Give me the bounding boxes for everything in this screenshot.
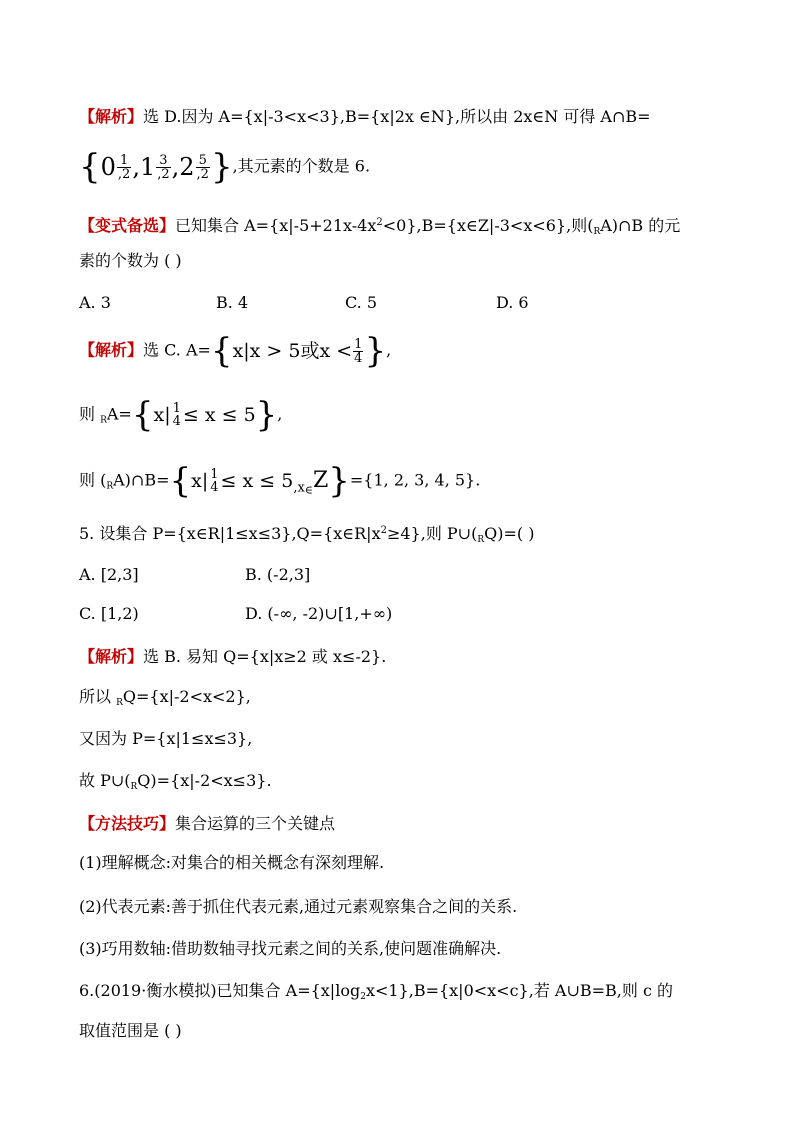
variant-text-c: A)∩B 的元 (600, 216, 681, 235)
solution-step-1 (79, 686, 251, 714)
element-0: 0 (100, 153, 116, 181)
option-b: B. 4 (216, 293, 249, 312)
step-text: 又因为 P={x|1≤x≤3}, (79, 729, 253, 748)
tip-text: (2)代表元素:善于抓住代表元素,通过元素观察集合之间的关系. (79, 897, 518, 916)
question-text: 取值范围是 ( ) (79, 1021, 182, 1040)
solution-step-2 (79, 728, 252, 750)
question-6-cont (79, 1020, 182, 1042)
so-text: 所以 (79, 687, 117, 706)
complement-line (79, 395, 283, 438)
option-c: C. [1,2) (79, 604, 139, 623)
superscript: 2 (380, 525, 387, 536)
set-var: x| (153, 404, 171, 426)
superscript: 2 (376, 217, 383, 228)
left-brace: { (79, 147, 101, 187)
set-var: x| (191, 470, 209, 492)
q5-text-c: Q)=( ) (484, 524, 535, 543)
hence-text: 故 P∪( (79, 771, 131, 790)
q6-text-a: 6.(2019·衡水模拟)已知集合 A={x|log (79, 981, 361, 1000)
subscript: R (100, 415, 107, 426)
option-b: B. (-2,3] (245, 565, 311, 584)
element-2: ,2 (171, 153, 195, 181)
comma: , (386, 340, 392, 360)
then-text: 则 (79, 404, 101, 424)
right-brace: } (210, 147, 233, 187)
solution-tag: 【解析】 (79, 647, 144, 666)
subscript: R (106, 481, 114, 492)
intersection-a: A)∩B= (113, 470, 170, 490)
fraction-1-4: $\frac{1}{4}$ (354, 336, 363, 366)
element-of: ∈ (304, 483, 313, 497)
left-brace: { (169, 461, 192, 501)
element-1: ,1 (132, 153, 156, 181)
tip-1 (79, 852, 384, 874)
set-condition: x|x > 5或x < (232, 340, 353, 362)
left-brace: { (131, 395, 154, 435)
fraction-1-4: 1 4 (210, 467, 219, 495)
solution-tag: 【解析】 (79, 107, 144, 126)
q6-text-b: x<1},B={x|0<x<c},若 A∪B=B,则 c 的 (365, 981, 674, 1000)
solution-line-3 (79, 646, 386, 668)
step-text: Q={x|-2<x<2}, (122, 687, 251, 706)
question-5 (79, 520, 534, 551)
integers-symbol: Z (312, 468, 329, 493)
tip-text: (1)理解概念:对集合的相关概念有深刻理解. (79, 853, 385, 872)
subscript: R (477, 535, 485, 545)
set-result-line (79, 147, 371, 190)
q5-options-row-1 (79, 564, 719, 586)
q5-text-b: ≥4},则 P∪( (386, 524, 478, 543)
question-text: 素的个数为 ( ) (79, 251, 182, 270)
subscript: R (593, 227, 601, 237)
option-c: C. 5 (345, 293, 378, 312)
right-brace: } (364, 331, 387, 371)
right-brace: } (328, 461, 350, 501)
subscript: 2 (360, 992, 366, 1002)
right-brace: } (255, 395, 278, 435)
solution-text: 选 D.因为 A={x|-3<x<3},B={x|2x ∈N},所以由 2x∈N 可得 A∩B= (143, 107, 651, 126)
step-text: Q)={x|-2<x≤3}. (137, 771, 272, 790)
solution-text: 选 B. 易知 Q={x|x≥2 或 x≤-2}. (143, 647, 387, 666)
method-title: 集合运算的三个关键点 (175, 814, 336, 833)
left-brace: { (210, 331, 233, 371)
variant-tag: 【变式备选】 (79, 216, 176, 235)
method-tips-heading (79, 813, 335, 835)
variant-text-a: 已知集合 A={x|-5+21x-4x (175, 216, 377, 235)
option-d: D. (-∞, -2)∪[1,+∞) (245, 604, 393, 623)
method-tag: 【方法技巧】 (79, 814, 176, 833)
intersection-line (79, 461, 481, 504)
solution-line-2 (79, 331, 392, 374)
variant-question-cont (79, 250, 182, 272)
solution-line-1 (79, 106, 651, 128)
variant-question-line (79, 212, 680, 243)
tip-text: (3)巧用数轴:借助数轴寻找元素之间的关系,使问题准确解决. (79, 939, 502, 958)
fraction-5-2: $\frac{5}{,2}$ (196, 152, 209, 182)
complement-a: A= (106, 404, 132, 424)
tip-3 (79, 938, 501, 960)
set-inequality: ≤ x ≤ 5 (182, 404, 256, 426)
solution-step-3 (79, 770, 272, 798)
subscript: R (116, 698, 123, 708)
then-text: 则 ( (79, 470, 107, 490)
option-d: D. 6 (496, 293, 529, 312)
fraction-1-2: $\frac{1}{,2}$ (117, 152, 131, 182)
fraction-1-4: 1 4 (172, 401, 181, 429)
fraction-3-2: $\frac{3}{,2}$ (157, 152, 170, 182)
question-6 (79, 980, 673, 1008)
solution-pre: 选 C. A= (143, 340, 211, 360)
intersection-result: ={1, 2, 3, 4, 5}. (349, 470, 481, 490)
tip-2 (79, 896, 517, 918)
set-inequality: ≤ x ≤ 5 (220, 470, 294, 492)
solution-tag: 【解析】 (79, 340, 144, 360)
option-a: A. [2,3] (79, 565, 139, 584)
option-a: A. 3 (79, 293, 111, 312)
comma: , (277, 404, 283, 424)
set-result-tail: ,其元素的个数是 6. (232, 156, 371, 176)
q5-options-row-2 (79, 603, 719, 625)
set-x: ,x (293, 480, 305, 496)
subscript: R (130, 782, 138, 792)
q5-text-a: 5. 设集合 P={x∈R|1≤x≤3},Q={x∈R|x (79, 524, 381, 543)
variant-text-b: <0},B={x∈Z|-3<x<6},则( (382, 216, 594, 235)
variant-options (79, 292, 719, 314)
